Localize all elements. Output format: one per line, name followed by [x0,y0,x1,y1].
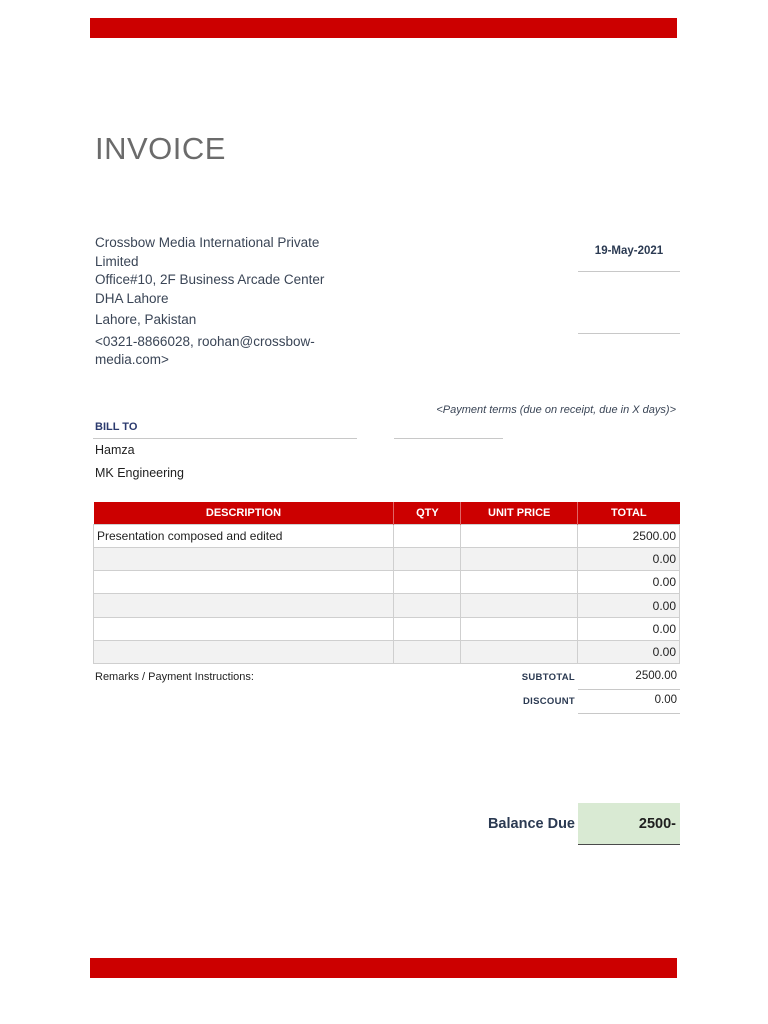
balance-due-value: 2500- [638,816,676,832]
balance-due-label: Balance Due [487,816,575,832]
row-description [94,547,394,570]
balance-due-box [578,803,680,845]
row-description [94,571,394,594]
row-total: 0.00 [578,547,680,570]
header-total: TOTAL [578,502,680,524]
ship-to-underline [394,438,503,439]
row-qty [394,524,461,547]
discount-underline [578,713,680,714]
table-row [94,594,680,617]
row-unit-price [461,547,578,570]
sender-contact-line2: media.com> [95,352,169,367]
row-description [94,594,394,617]
row-total: 0.00 [578,640,680,663]
sender-city: Lahore, Pakistan [95,312,197,327]
row-total: 0.00 [578,617,680,640]
invoice-date: 19-May-2021 [594,245,664,257]
bill-to-name: Hamza [95,443,135,457]
bill-to-label: BILL TO [95,421,138,433]
row-qty [394,571,461,594]
row-total: 2500.00 [578,524,680,547]
bill-to-company: MK Engineering [95,466,184,480]
table-row [94,617,680,640]
invoice-title: INVOICE [95,131,226,166]
bill-to-underline [93,438,357,439]
row-total: 0.00 [578,571,680,594]
row-qty [394,547,461,570]
table-row [94,640,680,663]
line-items-table [93,502,680,664]
date-underline [578,271,680,272]
header-unit-price: UNIT PRICE [461,502,578,524]
row-total: 0.00 [578,594,680,617]
table-header-row [94,502,680,524]
discount-value: 0.00 [654,694,677,706]
sender-company-line1: Crossbow Media International Private [95,235,320,250]
row-unit-price [461,524,578,547]
row-unit-price [461,617,578,640]
sender-company-line2: Limited [95,253,139,269]
table-row [94,524,680,547]
sender-address-line1: Office#10, 2F Business Arcade Center [95,272,325,287]
row-unit-price [461,594,578,617]
top-accent-bar [90,18,677,38]
row-qty [394,640,461,663]
row-unit-price [461,640,578,663]
sender-address-line2: DHA Lahore [95,290,169,306]
subtotal-label: SUBTOTAL [521,672,575,683]
row-qty [394,617,461,640]
subtotal-value: 2500.00 [635,670,677,682]
header-description: DESCRIPTION [94,502,394,524]
table-row [94,547,680,570]
row-description: Presentation composed and edited [94,524,394,547]
remarks-label: Remarks / Payment Instructions: [95,671,254,683]
invoice-number-underline [578,333,680,334]
bottom-accent-bar [90,958,677,978]
row-description [94,640,394,663]
row-qty [394,594,461,617]
payment-terms: <Payment terms (due on receipt, due in X days)> [436,404,676,416]
sender-address-block [95,234,345,370]
header-qty: QTY [394,502,461,524]
subtotal-underline [578,689,680,690]
table-row [94,571,680,594]
discount-label: DISCOUNT [522,696,575,707]
row-description [94,617,394,640]
sender-contact-line1: <0321-8866028, roohan@crossbow- [95,333,315,349]
row-unit-price [461,571,578,594]
